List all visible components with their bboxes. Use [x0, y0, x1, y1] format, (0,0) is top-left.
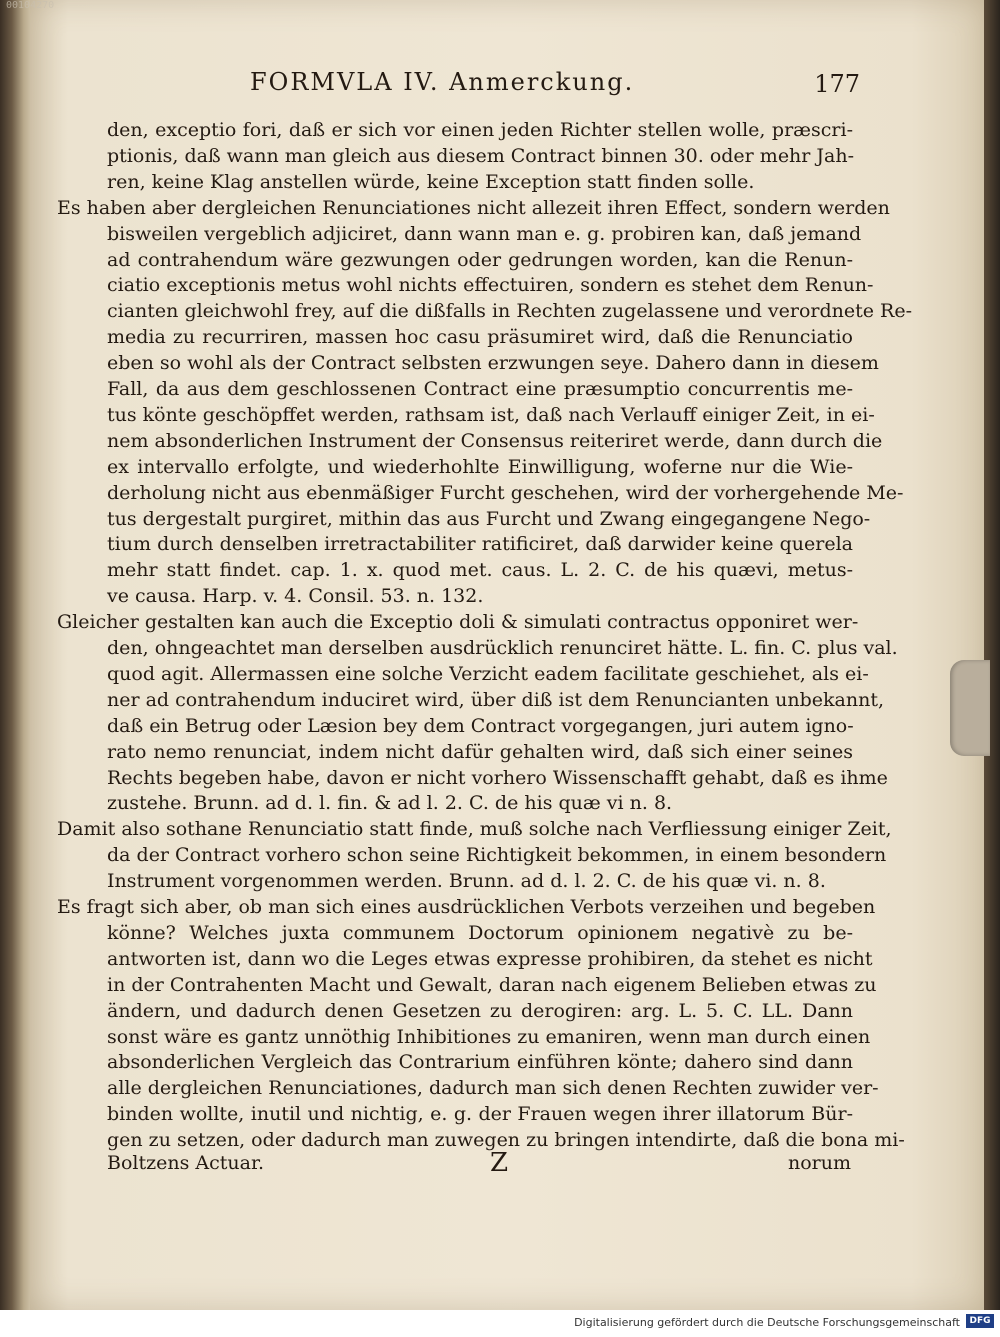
page-header: [100, 68, 860, 108]
text-line: tium durch denselben irretractabiliter ratificiret, daß darwider keine querela: [107, 533, 853, 556]
footer-running-note: Boltzens Actuar.: [107, 1152, 264, 1174]
page-number: 177: [814, 70, 860, 98]
text-line: bisweilen vergeblich adjiciret, dann wann man e. g. probiren kan, daß jemand: [107, 222, 862, 245]
text-line: ve causa. Harp. v. 4. Consil. 53. n. 132.: [107, 585, 484, 608]
text-line: sonst wäre es gantz unnöthig Inhibitiones zu emaniren, wenn man durch einen: [107, 1025, 871, 1048]
text-line: zustehe. Brunn. ad d. l. fin. & ad l. 2. C. de his quæ vi n. 8.: [107, 792, 673, 815]
text-line: cianten gleichwohl frey, auf die dißfalls in Rechten zugelassene und verordnete Re-: [107, 300, 913, 323]
text-line: Gleicher gestalten kan auch die Exceptio doli & simulati contractus opponiret wer-: [57, 611, 859, 634]
text-line: da der Contract vorhero schon seine Richtigkeit bekommen, in einem besondern: [107, 844, 887, 867]
dfg-logo-icon: DFG: [966, 1314, 994, 1328]
text-line: derholung nicht aus ebenmäßiger Furcht geschehen, wird der vorhergehende Me-: [107, 481, 904, 504]
text-line: Instrument vorgenommen werden. Brunn. ad d. l. 2. C. de his quæ vi. n. 8.: [107, 870, 826, 893]
book-spine-shadow: [0, 0, 34, 1310]
text-line: nem absonderlichen Instrument der Consensus reiteriret werde, dann durch die: [107, 429, 883, 452]
text-line: den, ohngeachtet man derselben ausdrücklich renunciret hätte. L. fin. C. plus val.: [107, 637, 898, 659]
catalog-id-stamp: 00104270: [6, 0, 55, 11]
text-line: mehr statt findet. cap. 1. x. quod met. caus. L. 2. C. de his quævi, metus-: [107, 559, 853, 582]
text-line: antworten ist, dann wo die Leges etwas expresse prohibiren, da stehet es nicht: [107, 947, 873, 970]
text-line: media zu recurriren, massen hoc casu präsumiret wird, daß die Renunciatio: [107, 326, 853, 349]
signature-mark: Z: [490, 1148, 509, 1178]
text-line: daß ein Betrug oder Læsion bey dem Contract vorgegangen, juri autem igno-: [107, 714, 854, 737]
text-line: absonderlichen Vergleich das Contrarium einführen könte; dahero sind dann: [107, 1051, 853, 1074]
text-line: Es fragt sich aber, ob man sich eines ausdrücklichen Verbots verzeihen und begeben: [57, 896, 876, 918]
text-line: quod agit. Allermassen eine solche Verzicht eadem facilitate geschiehet, als ei-: [107, 662, 869, 685]
text-line: gen zu setzen, oder dadurch man zuwegen zu bringen intendirte, daß die bona mi-: [107, 1129, 905, 1152]
page-tab-marker: [950, 660, 990, 756]
text-line: Fall, da aus dem geschlossenen Contract eine præsumptio concurrentis me-: [107, 378, 853, 400]
text-line: tus könte geschöpffet werden, rathsam ist, daß nach Verlauff einiger Zeit, in ei-: [107, 403, 875, 426]
text-line: rato nemo renunciat, indem nicht dafür gehalten wird, daß sich einer seines: [107, 740, 853, 763]
text-line: ren, keine Klag anstellen würde, keine Exception statt finden solle.: [107, 170, 755, 193]
catchword: norum: [788, 1152, 852, 1174]
digitization-credit: Digitalisierung gefördert durch die Deutsche Forschungsgemeinschaft: [574, 1316, 960, 1329]
text-line: Es haben aber dergleichen Renunciationes nicht allezeit ihren Effect, sondern werden: [57, 196, 890, 219]
text-line: ptionis, daß wann man gleich aus diesem Contract binnen 30. oder mehr Jah-: [107, 144, 855, 167]
text-line: Damit also sothane Renunciatio statt finde, muß solche nach Verfliessung einiger Zeit,: [57, 818, 892, 841]
text-line: alle dergleichen Renunciationes, dadurch man sich denen Rechten zuwider ver-: [107, 1077, 879, 1100]
text-line: eben so wohl als der Contract selbsten erzwungen seye. Dahero dann in diesem: [107, 352, 879, 375]
running-title: FORMVLA IV. Anmerckung.: [250, 68, 635, 96]
text-line: in der Contrahenten Macht und Gewalt, daran nach eigenem Belieben etwas zu: [107, 973, 877, 996]
text-line: ändern, und dadurch denen Gesetzen zu derogiren: arg. L. 5. C. LL. Dann: [107, 999, 853, 1022]
text-line: könne? Welches juxta communem Doctorum opinionem negativè zu be-: [107, 921, 853, 944]
text-line: ad contrahendum wäre gezwungen oder gedrungen worden, kan die Renun-: [107, 248, 853, 271]
text-line: ciatio exceptionis metus wohl nichts effectuiren, sondern es stehet dem Renun-: [107, 274, 874, 297]
text-line: ner ad contrahendum induciret wird, über diß ist dem Renuncianten unbekannt,: [107, 688, 885, 711]
text-line: den, exceptio fori, daß er sich vor einen jeden Richter stellen wolle, præscri-: [107, 119, 853, 141]
page-right-edge: [984, 0, 1000, 1310]
text-line: ex intervallo erfolgte, und wiederhohlte Einwilligung, woferne nur die Wie-: [107, 455, 853, 478]
text-line: binden wollte, inutil und nichtig, e. g. der Frauen wegen ihrer illatorum Bür-: [107, 1103, 853, 1126]
text-line: tus dergestalt purgiret, mithin das aus Furcht und Zwang eingegangene Nego-: [107, 507, 871, 530]
text-line: Rechts begeben habe, davon er nicht vorhero Wissenschafft gehabt, daß es ihme: [107, 766, 888, 789]
